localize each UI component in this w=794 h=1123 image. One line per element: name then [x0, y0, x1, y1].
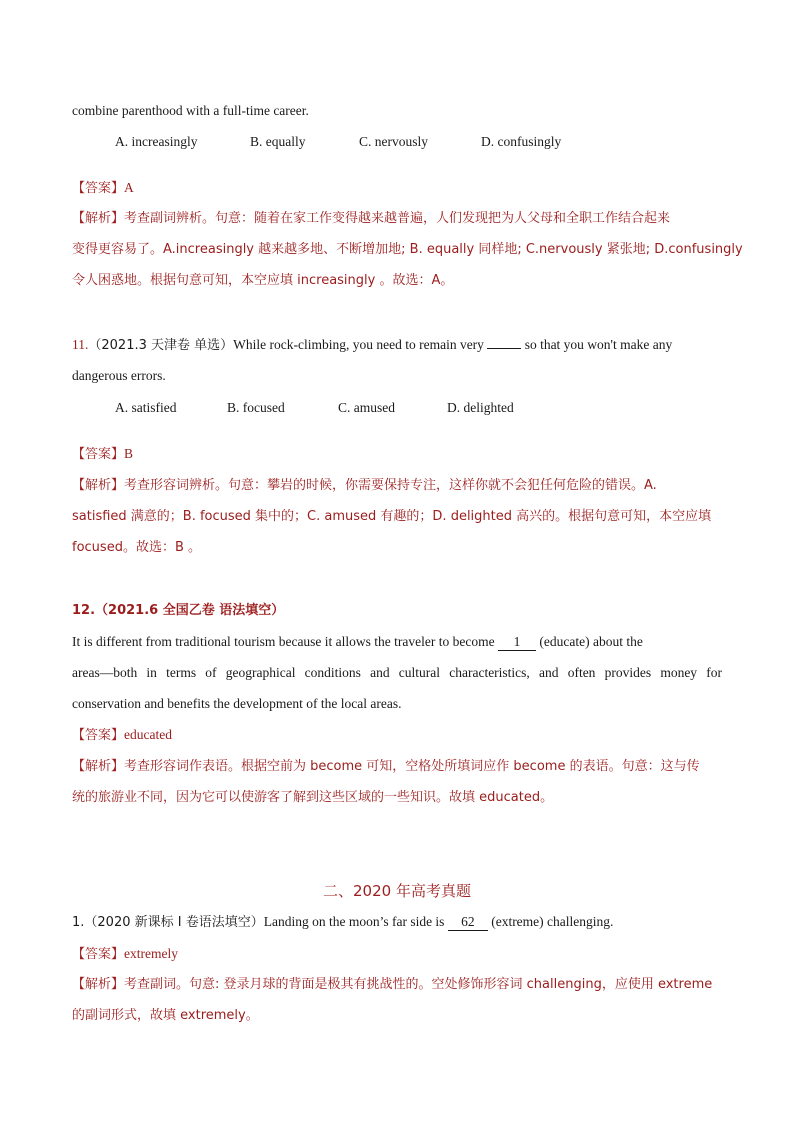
analysis-tag: 【解析】 — [72, 977, 125, 992]
q1-answer — [72, 944, 722, 965]
q10-option-b: B. equally — [250, 134, 306, 149]
q12-line-2: areas—both in terms of geographical conditions and cultural characteristics, and often provides money for — [72, 665, 722, 680]
analysis-tag: 【解析】 — [72, 211, 125, 226]
answer-tag: 【答案】 — [72, 447, 125, 462]
q1-source: 1.（2020 新课标 I 卷语法填空） — [72, 915, 264, 930]
q10-analysis-line-2: 变得更容易了。A.increasingly 越来越多地、不断增加地; B. equally 同样地; C.nervously 紧张地; D.confusingly — [72, 242, 743, 257]
q12-analysis-line-1: 【解析】考查形容词作表语。根据空前为 become 可知，空格处所填词应作 become 的表语。句意：这与传 — [72, 759, 700, 774]
q12-heading: 12.（2021.6 全国乙卷 语法填空） — [72, 603, 285, 618]
q1-analysis-line-2: 的副词形式，故填 extremely。 — [72, 1008, 259, 1023]
q1-stem: 1.（2020 新课标 I 卷语法填空）Landing on the moon’s far side is 62 (extreme) challenging. — [72, 914, 614, 930]
q12-blank: 1 — [498, 634, 536, 651]
q10-option-a: A. increasingly — [115, 134, 198, 149]
q11-option-b: B. focused — [227, 400, 285, 415]
q11-answer — [72, 444, 722, 465]
answer-tag: 【答案】 — [72, 181, 125, 196]
answer-tag: 【答案】 — [72, 728, 125, 743]
q11-option-a: A. satisfied — [115, 400, 177, 415]
q12-answer — [72, 725, 722, 746]
q10-option-d: D. confusingly — [481, 134, 562, 149]
answer-value: B — [124, 446, 134, 461]
q11-analysis-line-1: 【解析】考查形容词辨析。句意：攀岩的时候，你需要保持专注，这样你就不会犯任何危险的错误。A. — [72, 478, 657, 493]
q10-analysis-line-3: 令人困惑地。根据句意可知，本空应填 increasingly 。故选：A。 — [72, 273, 454, 288]
q1-analysis-line-1: 【解析】考查副词。句意: 登录月球的背面是极其有挑战性的。空处修饰形容词 challenging，应使用 extreme — [72, 977, 713, 992]
q12-analysis-line-2: 统的旅游业不同，因为它可以使游客了解到这些区域的一些知识。故填 educated。 — [72, 790, 554, 805]
q11-blank — [487, 348, 521, 349]
q10-options — [115, 132, 561, 152]
section-title: 二、2020 年高考真题 — [323, 882, 471, 900]
q11-option-d: D. delighted — [447, 400, 514, 415]
q11-stem-line-1: 11.（2021.3 天津卷 单选）While rock-climbing, you need to remain very so that you won't make any — [72, 337, 673, 353]
q10-answer — [72, 178, 722, 199]
q11-option-c: C. amused — [338, 400, 395, 415]
q12-line-3: conservation and benefits the development of the local areas. — [72, 696, 402, 711]
answer-tag: 【答案】 — [72, 947, 125, 962]
q11-options — [115, 398, 514, 418]
answer-value: A — [124, 180, 134, 195]
q11-source: （2021.3 天津卷 单选） — [88, 338, 234, 353]
q11-number: 11. — [72, 337, 89, 352]
q12-line-1: It is different from traditional tourism because it allows the traveler to become 1 (educate) about the — [72, 634, 643, 649]
q11-analysis-line-3: focused。故选：B 。 — [72, 540, 201, 555]
q1-blank: 62 — [448, 914, 488, 931]
analysis-tag: 【解析】 — [72, 478, 125, 493]
answer-value: extremely — [124, 946, 178, 961]
q10-stem-tail: combine parenthood with a full-time career. — [72, 103, 309, 118]
q10-analysis-line-1: 【解析】考查副词辨析。句意：随着在家工作变得越来越普遍，人们发现把为人父母和全职工作结合起来 — [72, 211, 671, 226]
q11-stem-line-2: dangerous errors. — [72, 368, 166, 383]
q11-analysis-line-2: satisfied 满意的；B. focused 集中的；C. amused 有趣的；D. delighted 高兴的。根据句意可知，本空应填 — [72, 509, 712, 524]
analysis-tag: 【解析】 — [72, 759, 125, 774]
answer-value: educated — [124, 727, 172, 742]
q10-option-c: C. nervously — [359, 134, 428, 149]
